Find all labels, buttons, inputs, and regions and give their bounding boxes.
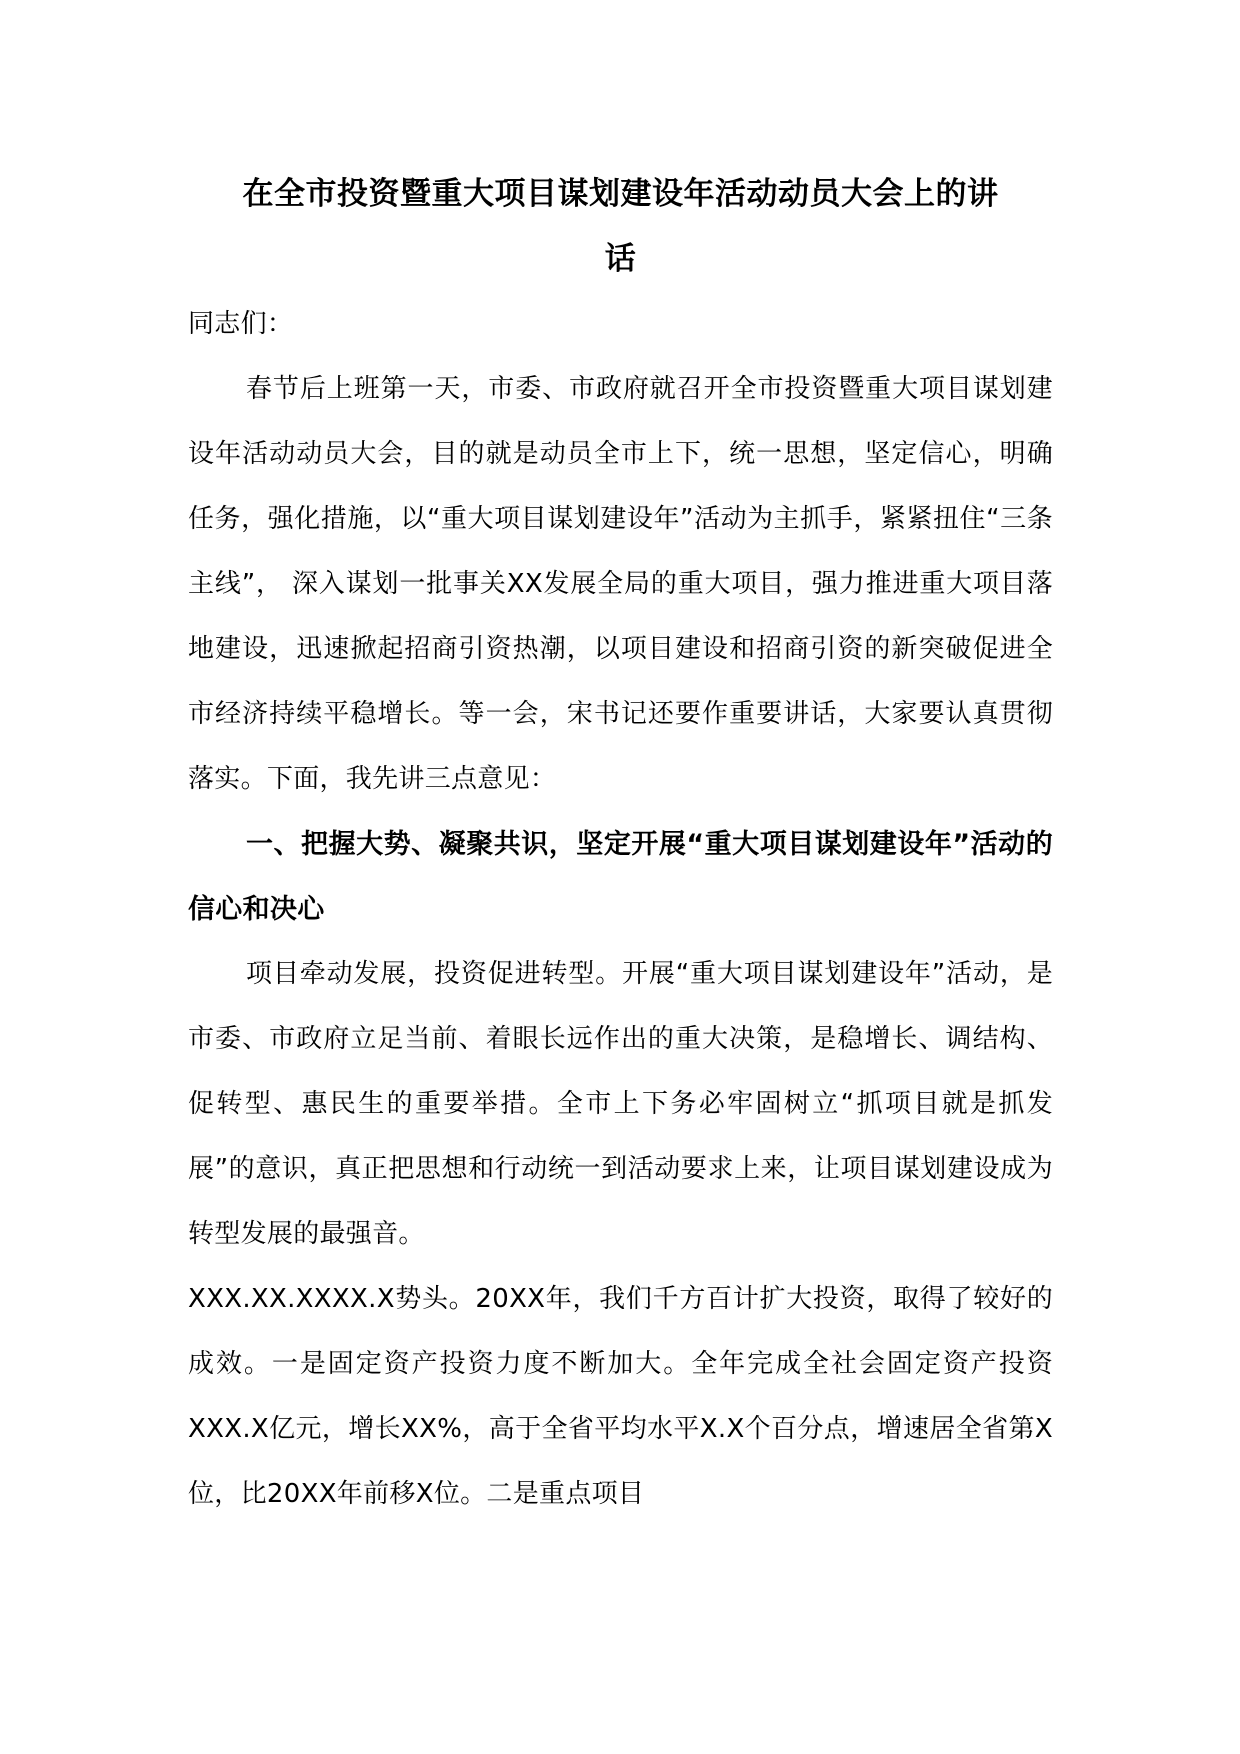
- document-title-line2: 话: [604, 241, 637, 277]
- document-body: [188, 162, 1053, 1527]
- salutation: 同志们：: [188, 309, 294, 339]
- section-heading-1: 一、把握大势、凝聚共识，坚定开展“重大项目谋划建设年”活动的信心和决心: [188, 829, 1053, 925]
- document-title: [188, 162, 1053, 292]
- paragraph-intro: 春节后上班第一天，市委、市政府就召开全市投资暨重大项目谋划建设年活动动员大会，目的就是动员全市上下，统一思想，坚定信心，明确任务，强化措施，以“重大项目谋划建设年”活动为主抓手，紧紧扭住“三条主线”， 深入谋划一批事关XX发展全局的重大项目，强力推进重大项目落地建设，迅速掀起招商引资热潮，以项目建设和招商引资的新突破促进全市经济持续平稳增长。等一会，宋书记还要作重要讲话，大家要认真贯彻落实。下面，我先讲三点意见：: [188, 374, 1053, 794]
- paragraph-section1: 项目牵动发展，投资促进转型。开展“重大项目谋划建设年”活动，是市委、市政府立足当前、着眼长远作出的重大决策，是稳增长、调结构、促转型、惠民生的重要举措。全市上下务必牢固树立“抓项目就是抓发展”的意识，真正把思想和行动统一到活动要求上来，让项目谋划建设成为转型发展的最强音。: [188, 959, 1053, 1249]
- paragraph-investment: XXX.XX.XXXX.X势头。20XX年，我们千方百计扩大投资，取得了较好的成效。一是固定资产投资力度不断加大。全年完成全社会固定资产投资XXX.X亿元，增长XX%，高于全省平均水平X.X个百分点，增速居全省第X位，比20XX年前移X位。二是重点项目: [188, 1284, 1053, 1509]
- document-title-line1: 在全市投资暨重大项目谋划建设年活动动员大会上的讲: [242, 176, 999, 212]
